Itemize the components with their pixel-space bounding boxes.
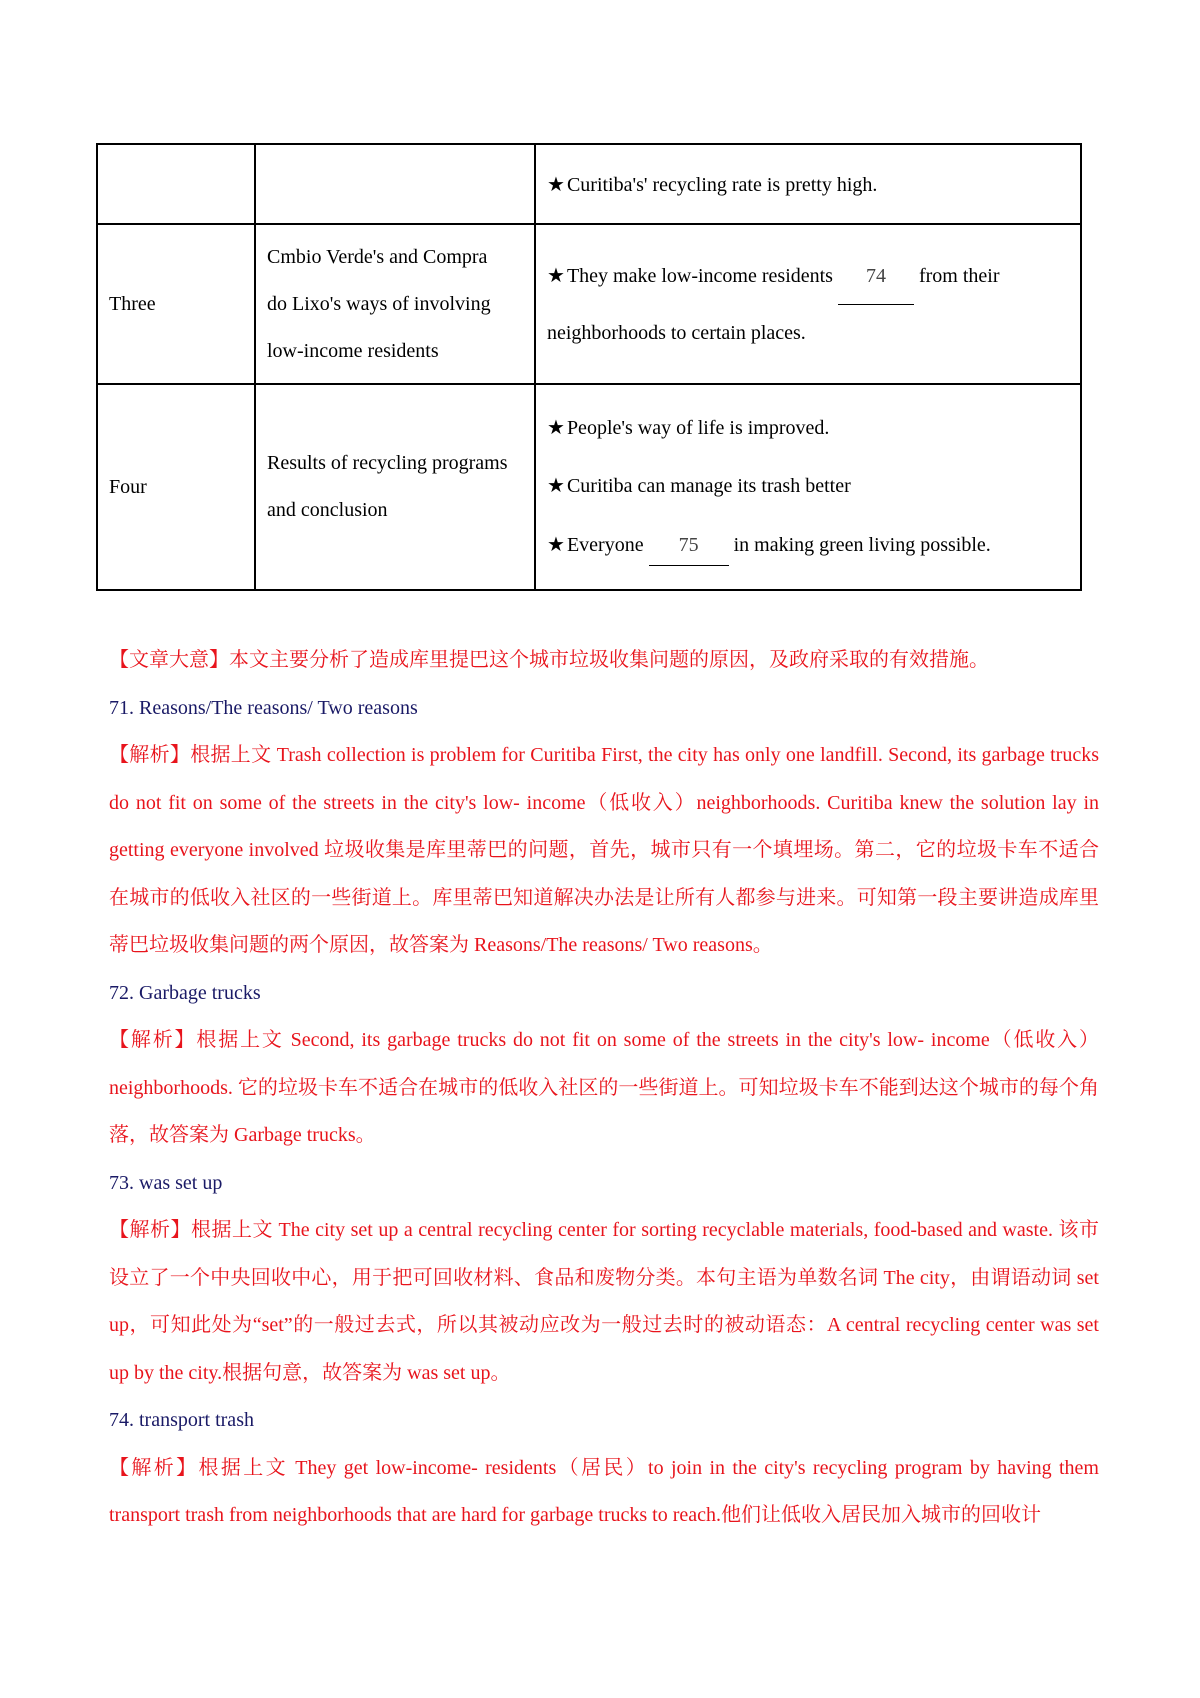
topic-line: Results of recycling programs bbox=[267, 452, 508, 474]
analysis-74: 【解析】根据上文 They get low-income- residents（居民）to join in the city's recycling program by having them transport trash from neighborhoods that are hard for garbage trucks to reach.他们让低收入居民加入城市的回收计 bbox=[109, 1456, 1099, 1526]
analysis-71: 【解析】根据上文 Trash collection is problem for Curitiba First, the city has only one landfill. Second, its garbage trucks do not fit on some of the streets in the city's low- income（低收入）neighborhoods. Curitiba knew the solution lay in getting everyone involved 垃圾收集是库里蒂巴的问题，首先，城市只有一个填埋场。第二，它的垃圾卡车不适合在城市的低收入社区的一些街道上。库里蒂巴知道解决办法是让所有人都参与进来。可知第一段主要讲造成库里蒂巴垃圾收集问题的两个原因，故答案为 Reasons/The reasons/ Two reasons。 bbox=[109, 744, 1099, 956]
star-icon: ★ bbox=[547, 264, 565, 287]
detail-text: neighborhoods to certain places. bbox=[547, 321, 806, 344]
detail-text: Curitiba's' recycling rate is pretty high. bbox=[566, 173, 878, 196]
star-icon: ★ bbox=[547, 173, 565, 196]
detail-text: Everyone bbox=[566, 534, 644, 556]
analysis-73: 【解析】根据上文 The city set up a central recycling center for sorting recyclable materials, food-based and waste. 该市设立了一个中央回收中心，用于把可回收材料、食品和废物分类。本句主语为单数名词 The city，由谓语动词 set up，可知此处为“set”的一般过去式，所以其被动应改为一般过去时的被动语态：A central recycling center was set up by the city.根据句意，故答案为 was set up。 bbox=[109, 1219, 1099, 1384]
detail-text: They make low-income residents bbox=[566, 264, 833, 287]
detail-text: People's way of life is improved. bbox=[566, 417, 830, 439]
star-icon: ★ bbox=[547, 534, 565, 556]
paragraph-cell: Three bbox=[97, 224, 255, 384]
table-row bbox=[97, 384, 1081, 590]
table-row bbox=[97, 224, 1081, 384]
answer-section bbox=[109, 637, 1099, 1540]
paragraph-cell: Four bbox=[97, 384, 255, 590]
star-icon: ★ bbox=[547, 417, 565, 439]
answer-blank-74[interactable]: 74 bbox=[838, 248, 914, 305]
detail-text: from their bbox=[918, 264, 1000, 287]
topic-cell bbox=[255, 384, 535, 590]
topic-line: low-income residents bbox=[267, 339, 439, 362]
paragraph-cell bbox=[97, 144, 255, 224]
outline-table bbox=[96, 143, 1082, 591]
answer-blank-75[interactable]: 75 bbox=[649, 525, 729, 566]
topic-line: Cmbio Verde's and Compra bbox=[267, 245, 488, 268]
article-summary: 【文章大意】本文主要分析了造成库里提巴这个城市垃圾收集问题的原因，及政府采取的有效措施。 bbox=[109, 649, 989, 671]
answer-71: 71. Reasons/The reasons/ Two reasons bbox=[109, 696, 418, 719]
detail-text: Curitiba can manage its trash better bbox=[566, 475, 851, 497]
answer-74: 74. transport trash bbox=[109, 1409, 254, 1431]
star-icon: ★ bbox=[547, 475, 565, 497]
topic-line: and conclusion bbox=[267, 499, 388, 521]
answer-73: 73. was set up bbox=[109, 1171, 223, 1194]
answer-72: 72. Garbage trucks bbox=[109, 981, 261, 1004]
topic-line: do Lixo's ways of involving bbox=[267, 292, 491, 315]
detail-cell bbox=[535, 224, 1081, 384]
detail-text: in making green living possible. bbox=[733, 534, 991, 556]
detail-cell bbox=[535, 384, 1081, 590]
analysis-72: 【解析】根据上文 Second, its garbage trucks do not fit on some of the streets in the city's low- income（低收入）neighborhoods. 它的垃圾卡车不适合在城市的低收入社区的一些街道上。可知垃圾卡车不能到达这个城市的每个角落，故答案为 Garbage trucks。 bbox=[109, 1029, 1099, 1146]
topic-cell bbox=[255, 144, 535, 224]
table-row bbox=[97, 144, 1081, 224]
topic-cell bbox=[255, 224, 535, 384]
detail-cell bbox=[535, 144, 1081, 224]
